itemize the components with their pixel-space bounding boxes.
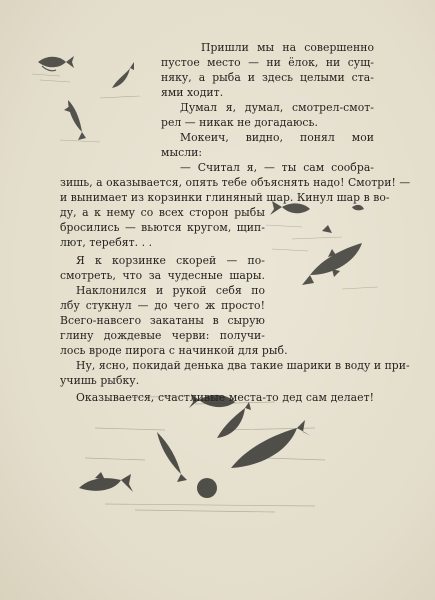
text-line: смотреть, что за чудесные шары. [60, 269, 265, 282]
text-line: Мокеич, видно, понял мои [180, 131, 374, 144]
text-line: пустое место — ни ёлок, ни сущ- [161, 56, 374, 69]
text-line: глину дождевые черви: получи- [60, 329, 265, 342]
text-line: — Считал я, — ты сам сообра- [180, 161, 374, 174]
text-line: зишь, а оказывается, опять тебе объяснять надо! Смотри! — [60, 176, 411, 189]
text-line: Пришли мы на совершенно [201, 41, 374, 54]
text-line: рел — никак не догадаюсь. [161, 116, 318, 129]
text-line: Оказывается, счастливые места-то дед сам делает! [76, 391, 374, 404]
text-line: учишь рыбку. [60, 374, 140, 387]
text-line: няку, а рыба и здесь целыми ста- [161, 71, 374, 84]
text-line: Наклонился и рукой себя по [76, 284, 265, 297]
fish-illustration-bottom [75, 388, 335, 518]
text-line: лось вроде пирога с начинкой для рыб. [60, 344, 288, 357]
fish-illustration-right [262, 195, 382, 305]
text-line: Всего-навсего закатаны в сырую [60, 314, 265, 327]
fish-illustration-top-left [30, 40, 150, 150]
text-line: ду, а к нему со всех сторон рыбы [60, 206, 265, 219]
text-line: Я к корзинке скорей — по- [76, 254, 265, 267]
text-line: мысли: [161, 146, 203, 159]
text-line: ями ходит. [161, 86, 224, 99]
text-line: бросились — вьются кругом, щип- [60, 221, 265, 234]
text-line: лбу стукнул — до чего ж просто! [60, 299, 265, 312]
text-line: Думал я, думал, смотрел-смот- [180, 101, 374, 114]
text-line: Ну, ясно, покидай денька два такие шарики в воду и при- [76, 359, 410, 372]
text-line: и вынимает из корзинки глиняный шар. Кинул шар в во- [60, 191, 390, 204]
text-line: лют, теребят. . . [60, 236, 153, 249]
